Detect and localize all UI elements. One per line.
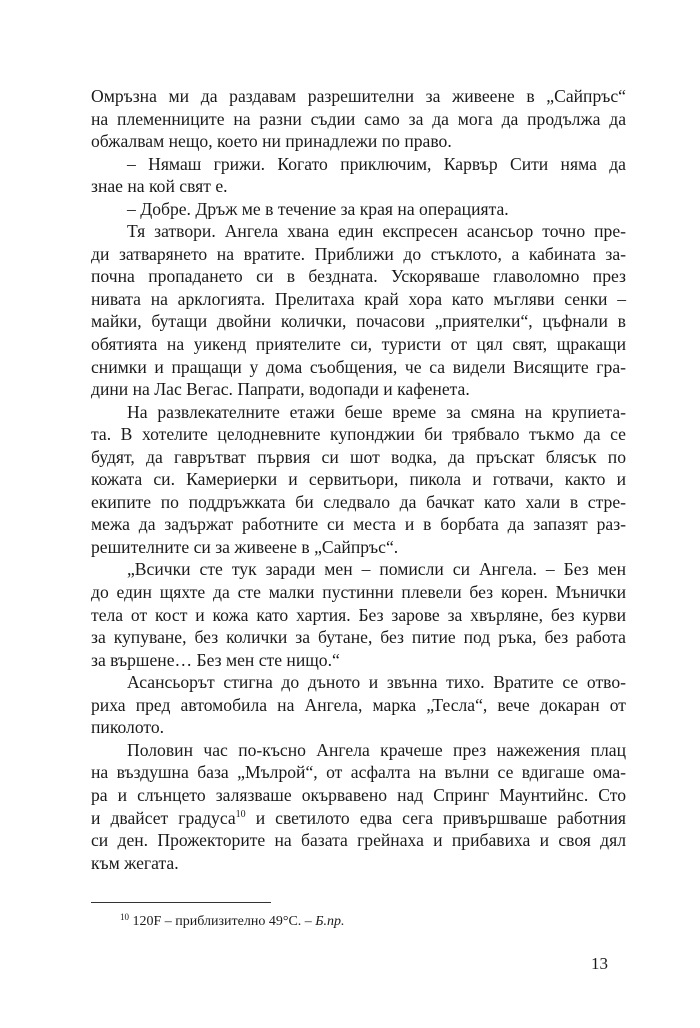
text-line (91, 378, 626, 401)
page-number: 13 (591, 954, 608, 973)
line-text: – Нямаш грижи. Когато приключим, Карвър Сити няма да (127, 153, 626, 174)
line-text: си ден. Прожекторите на базата грейнаха и прибавиха и своя дял (91, 830, 626, 851)
line-text: екипите по поддръжката би следвало да бачкат като хали в стре- (91, 491, 626, 512)
line-text: почна пропадането си в бездната. Ускоряваше главоломно през (91, 266, 626, 287)
footnote-separator (91, 902, 271, 903)
line-text: снимки и пращащи у дома съобщения, че са видели Висящите гра- (91, 356, 626, 377)
text-line (91, 446, 626, 469)
line-text: пиколото. (91, 717, 165, 738)
footnote-text: 120F – приблизително 49°С. – (129, 914, 316, 929)
line-text: на племенниците на разни съдии само за да мога да продължа да (91, 108, 626, 129)
line-text: обжалвам нещо, което ни принадлежи по право. (91, 131, 452, 152)
text-line (91, 671, 626, 694)
main-text (91, 85, 626, 874)
text-line (91, 716, 626, 739)
text-line (91, 130, 626, 153)
text-line (91, 604, 626, 627)
footnote-reference: 10 (235, 808, 246, 820)
text-line (91, 649, 626, 672)
text-line (91, 175, 626, 198)
text-line (91, 761, 626, 784)
line-text: за вършене… Без мен сте нищо.“ (91, 649, 340, 670)
line-text: знае на кой свят е. (91, 176, 228, 197)
line-text: до един щяхте да сте малки пустинни плевели без корен. Мънички (91, 582, 626, 603)
text-line (91, 513, 626, 536)
text-line (91, 423, 626, 446)
footnote-number: 10 (120, 912, 129, 922)
line-text: ра и слънцето залязваше окървавено над Спринг Маунтийнс. Сто (91, 784, 626, 805)
text-line (91, 852, 626, 875)
text-line (91, 536, 626, 559)
text-line (91, 401, 626, 424)
line-text: обятията на уикенд приятелите си, туристи от цял свят, щракащи (91, 334, 626, 355)
text-line (91, 491, 626, 514)
text-line (91, 220, 626, 243)
text-line (91, 288, 626, 311)
text-line (91, 310, 626, 333)
text-line (91, 807, 626, 830)
line-text: тела от кост и кожа като хартия. Без зарове за хвърляне, без курви (91, 604, 626, 625)
line-text: и двайсет градуса (91, 807, 236, 828)
line-text: кожата си. Камериерки и сервитьори, пикола и готвачи, както и (91, 469, 626, 490)
line-text: На развлекателните етажи беше време за смяна на крупиета- (127, 401, 626, 422)
line-text: дини на Лас Вегас. Папрати, водопади и кафенета. (91, 379, 470, 400)
text-line (91, 468, 626, 491)
line-text: за купуване, без колички за бутане, без питие под ръка, без работа (91, 627, 626, 648)
text-line (91, 356, 626, 379)
line-text: майки, бутащи двойни колички, почасови „приятелки“, цъфнали в (91, 311, 626, 332)
line-text: „Всички сте тук заради мен – помисли си Ангела. – Без мен (127, 559, 626, 580)
text-line (91, 333, 626, 356)
line-text: та. В хотелите целодневните купонджии би трябвало тъкмо да се (91, 424, 626, 445)
line-text: нивата на арклогията. Прелитаха край хора като мъгляви сенки – (91, 288, 626, 309)
line-text: Половин час по-късно Ангела крачеше през нажежения плац (127, 739, 626, 760)
line-text-continued: и светилото едва сега привършваше работния (245, 807, 627, 828)
text-line (91, 265, 626, 288)
line-text: будят, да гаврътват първия си шот водка, да пръскат блясък по (91, 446, 626, 467)
text-line (91, 829, 626, 852)
line-text: към жегата. (91, 852, 179, 873)
text-line (91, 626, 626, 649)
text-line (91, 581, 626, 604)
text-line (91, 739, 626, 762)
line-text: межа да задържат работните си места и в борбата да запазят раз- (91, 514, 626, 535)
text-line (91, 784, 626, 807)
text-line (91, 243, 626, 266)
line-text: ди затварянето на вратите. Приближи до стъклото, а кабината за- (91, 243, 626, 264)
line-text: на въздушна база „Мълрой“, от асфалта на вълни се вдигаше ома- (91, 762, 626, 783)
text-line (91, 108, 626, 131)
line-text: Тя затвори. Ангела хвана един експресен асансьор точно пре- (127, 221, 626, 242)
text-line (91, 198, 626, 221)
text-line (91, 694, 626, 717)
footnote-abbreviation: Б.пр. (315, 914, 345, 929)
line-text: решителните си за живеене в „Сайпръс“. (91, 536, 399, 557)
line-text: Омръзна ми да раздавам разрешителни за живеене в „Сайпръс“ (91, 86, 626, 106)
line-text: – Добре. Дръж ме в течение за края на операцията. (127, 198, 509, 219)
footnote (120, 913, 345, 931)
text-line (91, 558, 626, 581)
text-line (91, 153, 626, 176)
text-line (91, 85, 626, 108)
line-text: Асансьорът стигна до дъното и звънна тихо. Вратите се отво- (127, 672, 626, 693)
line-text: риха пред автомобила на Ангела, марка „Тесла“, вече докаран от (91, 694, 626, 715)
